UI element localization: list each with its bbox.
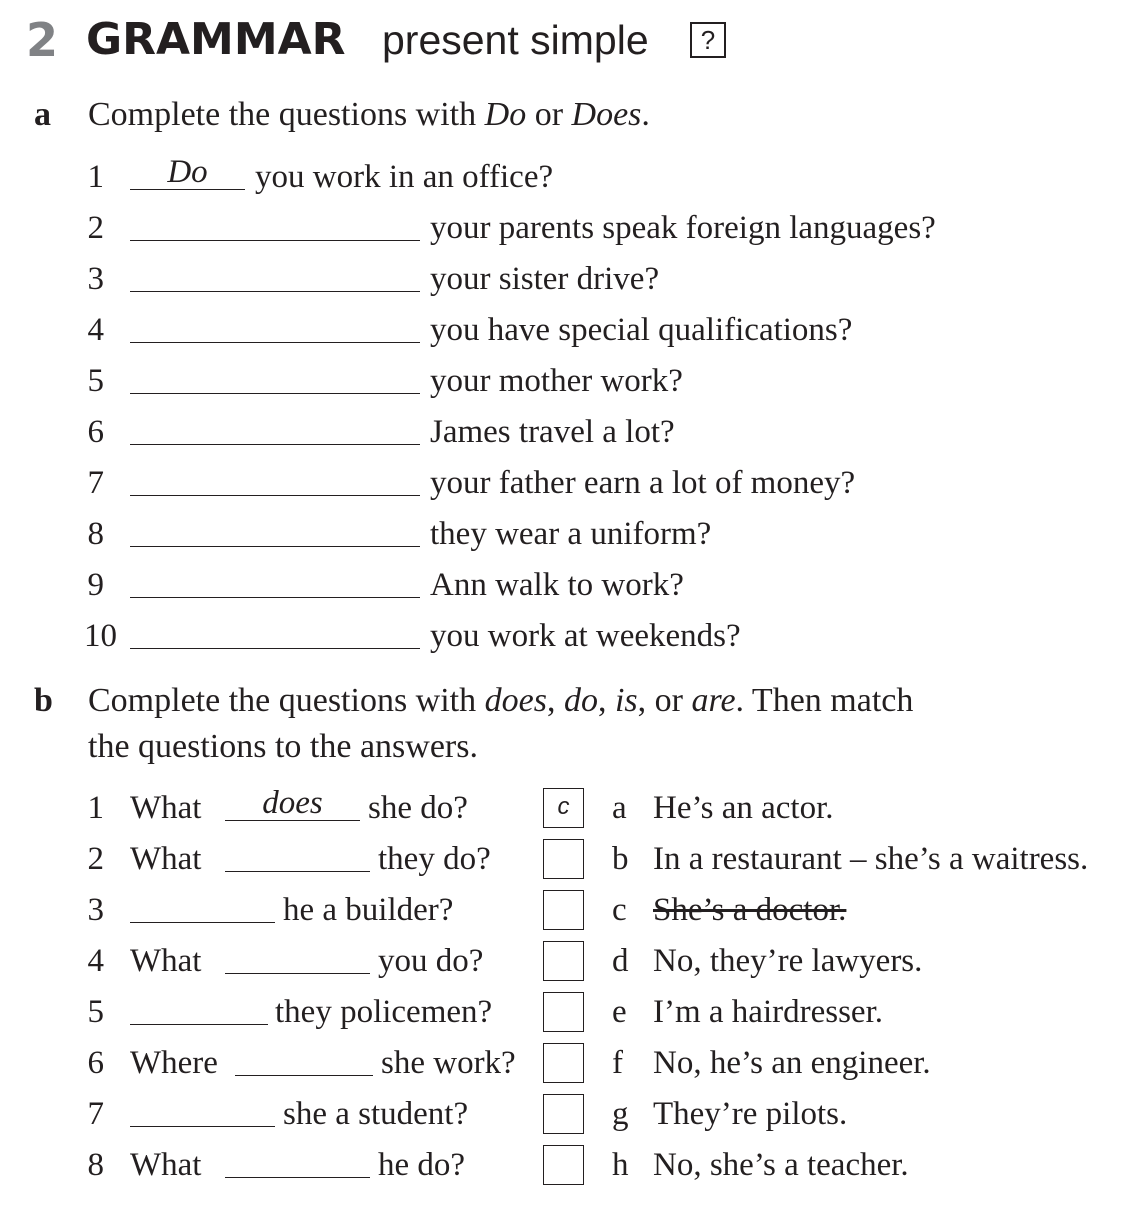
question-number: 4 [87, 312, 104, 348]
question-number: 5 [87, 363, 104, 399]
answer-blank[interactable] [225, 939, 370, 974]
question-text: you do? [378, 943, 484, 979]
part-b-instruction: Complete the questions with does, do, is, or are. Then match [88, 682, 914, 719]
answer-blank[interactable] [225, 837, 370, 872]
question-number: 5 [87, 994, 104, 1030]
question-row [0, 563, 1132, 607]
question-number: 3 [87, 261, 104, 297]
answer-blank[interactable]: Do [130, 155, 245, 190]
match-row [0, 1041, 1132, 1085]
question-text: James travel a lot? [430, 414, 675, 450]
question-row [0, 155, 1132, 199]
answer-blank[interactable] [130, 410, 420, 445]
match-box[interactable] [543, 890, 584, 930]
match-box[interactable] [543, 1094, 584, 1134]
part-b-letter: b [34, 682, 53, 719]
answer-letter: d [612, 943, 629, 979]
match-box[interactable] [543, 1043, 584, 1083]
question-number: 4 [87, 943, 104, 979]
question-text: your sister drive? [430, 261, 660, 297]
match-box[interactable] [543, 941, 584, 981]
match-box[interactable] [543, 839, 584, 879]
match-row [0, 1092, 1132, 1136]
question-number: 9 [87, 567, 104, 603]
question-number: 7 [87, 1096, 104, 1132]
answer-blank[interactable]: does [225, 786, 360, 821]
question-number: 3 [87, 892, 104, 928]
part-a-instruction: Complete the questions with Do or Does. [88, 96, 650, 133]
answer-blank[interactable] [130, 512, 420, 547]
answer-text: No, he’s an engineer. [653, 1045, 931, 1081]
question-word: What [130, 841, 202, 877]
match-row [0, 888, 1132, 932]
question-text: you work in an office? [255, 159, 554, 195]
answer-letter: e [612, 994, 627, 1030]
answer-text: I’m a hairdresser. [653, 994, 883, 1030]
answer-text: They’re pilots. [653, 1096, 848, 1132]
part-a-letter: a [34, 96, 51, 133]
answer-letter: h [612, 1147, 629, 1183]
exercise-title: GRAMMAR [86, 14, 346, 65]
question-number: 10 [84, 618, 117, 654]
question-text: your mother work? [430, 363, 683, 399]
question-text: he do? [378, 1147, 466, 1183]
question-text: you work at weekends? [430, 618, 741, 654]
question-number: 8 [87, 1147, 104, 1183]
question-number: 2 [87, 210, 104, 246]
question-row [0, 308, 1132, 352]
question-text: she a student? [283, 1096, 469, 1132]
question-number: 2 [87, 841, 104, 877]
question-row [0, 461, 1132, 505]
question-number: 8 [87, 516, 104, 552]
part-b-instruction-line2: the questions to the answers. [88, 728, 478, 765]
answer-letter: g [612, 1096, 629, 1132]
answer-text: No, they’re lawyers. [653, 943, 923, 979]
answer-letter: c [612, 892, 627, 928]
question-text: they do? [378, 841, 491, 877]
question-text: she work? [381, 1045, 516, 1081]
question-row [0, 359, 1132, 403]
question-word: Where [130, 1045, 218, 1081]
answer-text: No, she’s a teacher. [653, 1147, 909, 1183]
help-icon[interactable]: ? [690, 22, 726, 58]
question-row [0, 614, 1132, 658]
question-text: your parents speak foreign languages? [430, 210, 936, 246]
answer-blank[interactable] [130, 1092, 275, 1127]
answer-text: In a restaurant – she’s a waitress. [653, 841, 1089, 877]
answer-blank[interactable] [130, 461, 420, 496]
match-box[interactable] [543, 992, 584, 1032]
answer-blank[interactable] [130, 359, 420, 394]
answer-blank[interactable] [235, 1041, 373, 1076]
answer-blank[interactable] [130, 563, 420, 598]
match-box[interactable] [543, 1145, 584, 1185]
answer-blank[interactable] [130, 888, 275, 923]
question-word: What [130, 1147, 202, 1183]
match-row [0, 786, 1132, 830]
question-row [0, 410, 1132, 454]
question-text: they wear a uniform? [430, 516, 712, 552]
match-row [0, 1143, 1132, 1187]
answer-blank[interactable] [225, 1143, 370, 1178]
match-row [0, 990, 1132, 1034]
exercise-number: 2 [26, 13, 59, 67]
answer-letter: f [612, 1045, 623, 1081]
match-row [0, 837, 1132, 881]
question-text: he a builder? [283, 892, 454, 928]
question-text: Ann walk to work? [430, 567, 684, 603]
answer-text: He’s an actor. [653, 790, 834, 826]
question-row [0, 257, 1132, 301]
answer-blank[interactable] [130, 990, 268, 1025]
answer-blank[interactable] [130, 308, 420, 343]
answer-blank[interactable] [130, 614, 420, 649]
question-text: you have special qualifications? [430, 312, 853, 348]
answer-blank[interactable] [130, 206, 420, 241]
match-box[interactable]: c [543, 788, 584, 828]
answer-blank[interactable] [130, 257, 420, 292]
question-text: she do? [368, 790, 468, 826]
exercise-subtitle: present simple [382, 17, 649, 63]
question-number: 1 [87, 159, 104, 195]
question-text: your father earn a lot of money? [430, 465, 856, 501]
question-word: What [130, 943, 202, 979]
answer-letter: b [612, 841, 629, 877]
question-row [0, 206, 1132, 250]
question-number: 7 [87, 465, 104, 501]
question-number: 1 [87, 790, 104, 826]
match-row [0, 939, 1132, 983]
answer-letter: a [612, 790, 627, 826]
question-text: they policemen? [275, 994, 493, 1030]
question-number: 6 [87, 1045, 104, 1081]
question-number: 6 [87, 414, 104, 450]
question-word: What [130, 790, 202, 826]
answer-text: She’s a doctor. [653, 892, 847, 928]
question-row [0, 512, 1132, 556]
